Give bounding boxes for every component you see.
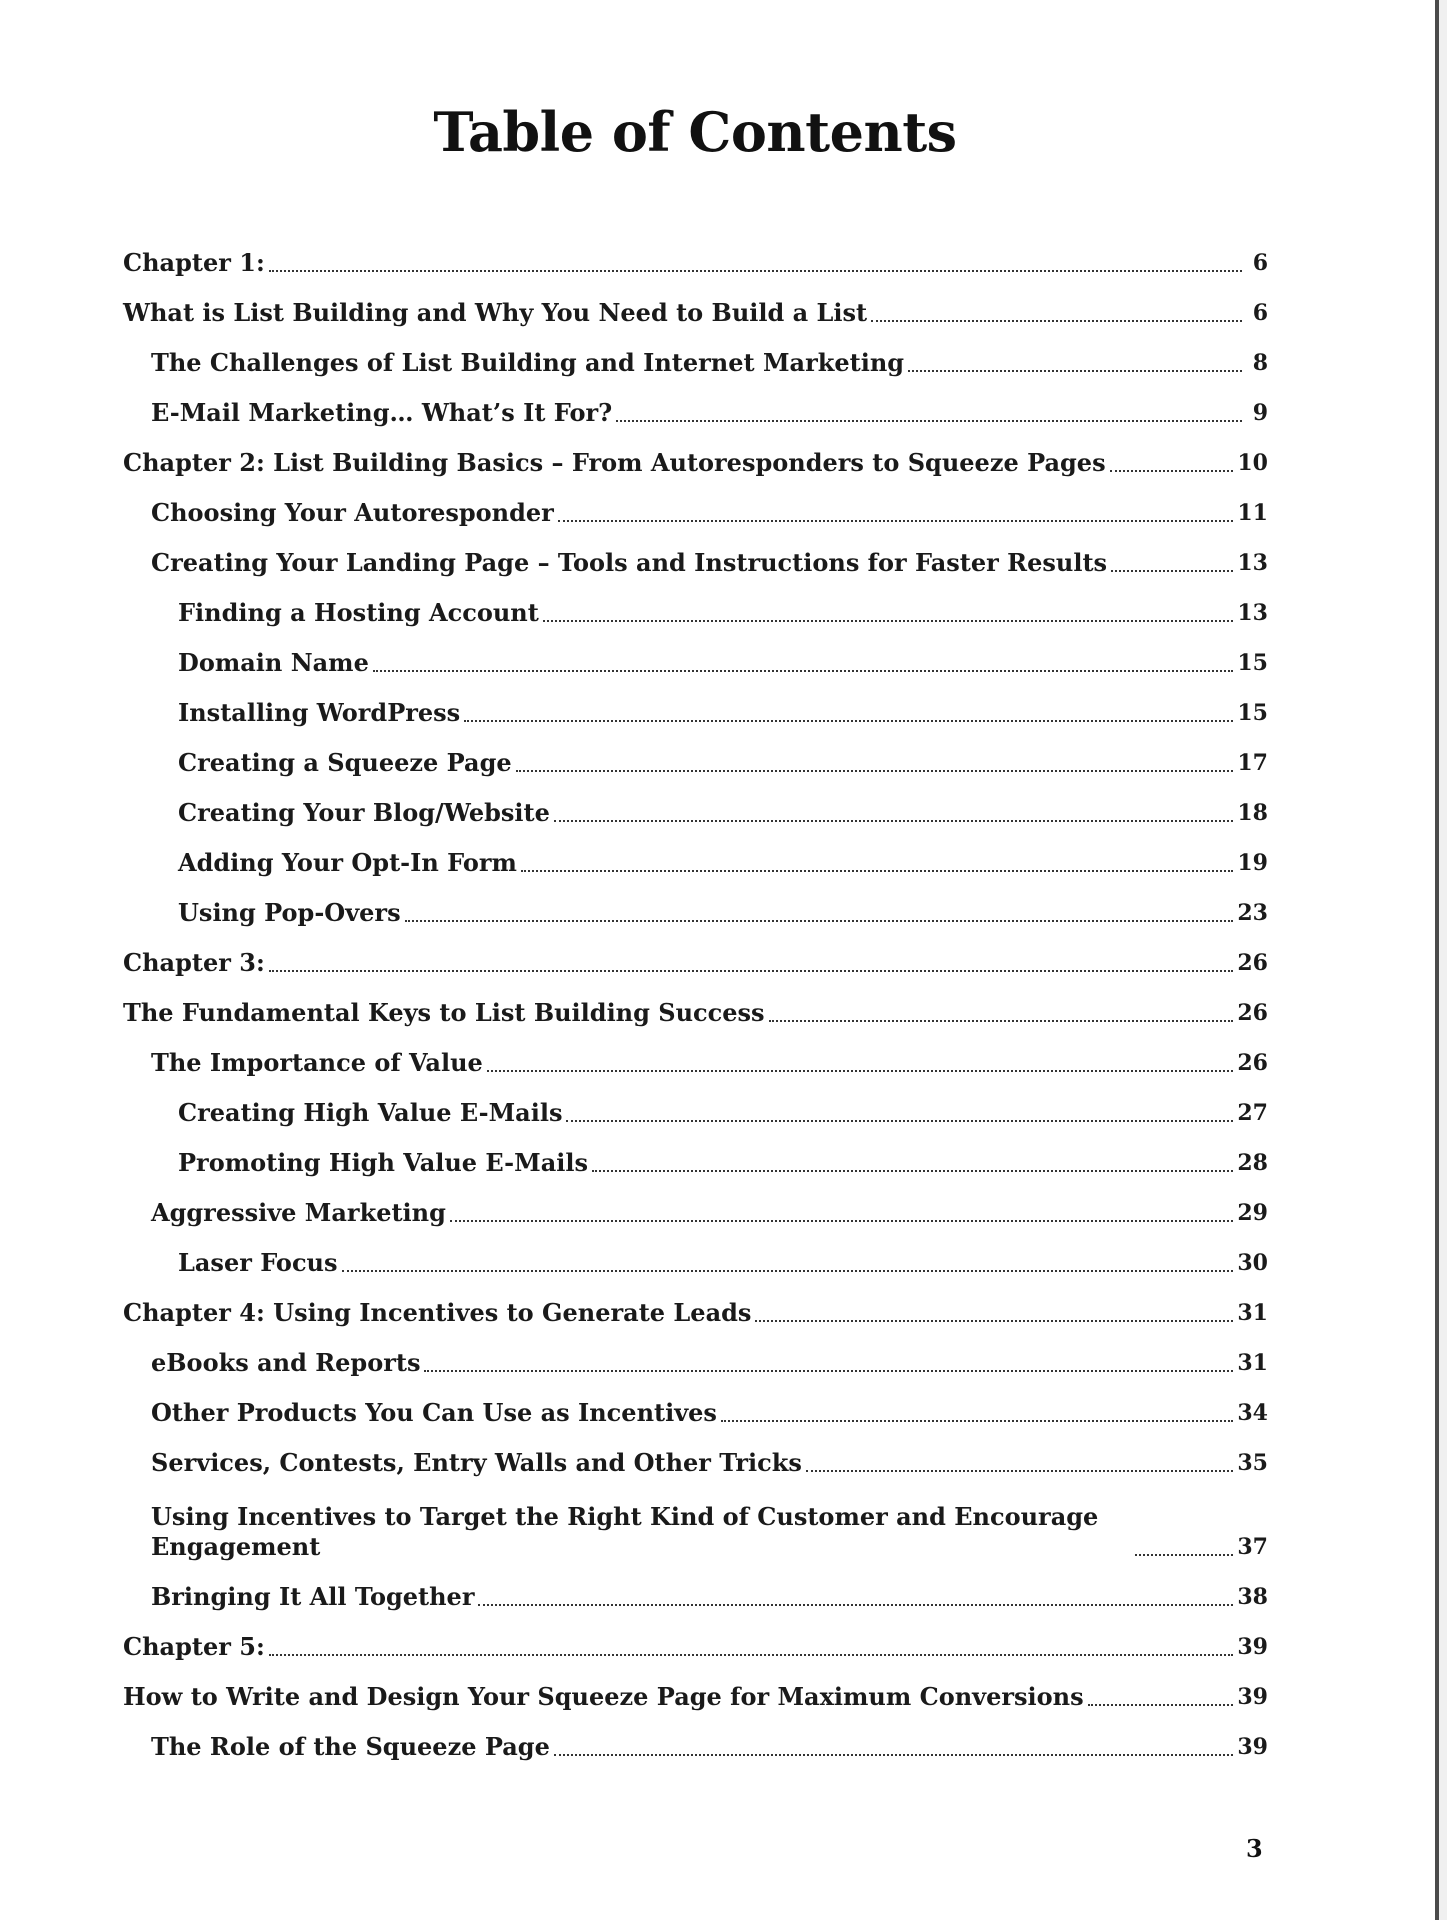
dot-leader xyxy=(464,720,1233,722)
dot-leader xyxy=(554,1754,1234,1756)
toc-entry[interactable] xyxy=(123,1382,1268,1432)
toc-entry[interactable] xyxy=(123,1232,1268,1282)
toc-page-number: 11 xyxy=(1237,500,1268,526)
toc-page-number: 39 xyxy=(1237,1634,1268,1660)
toc-entry-text: Chapter 3: xyxy=(123,948,265,977)
toc-page-number: 38 xyxy=(1237,1584,1268,1610)
dot-leader xyxy=(908,370,1242,372)
toc-entry-text: Installing WordPress xyxy=(178,698,461,727)
toc-entry[interactable] xyxy=(123,782,1268,832)
dot-leader xyxy=(269,1654,1234,1656)
toc-page-number: 10 xyxy=(1237,450,1268,476)
toc-page-number: 23 xyxy=(1237,900,1268,926)
toc-entry[interactable] xyxy=(123,532,1268,582)
page-number: 3 xyxy=(1246,1834,1263,1863)
page-edge xyxy=(1435,0,1439,1920)
toc-entry-text: How to Write and Design Your Squeeze Page for Maximum Conversions xyxy=(123,1682,1084,1711)
dot-leader xyxy=(1110,470,1234,472)
toc-entry-text: eBooks and Reports xyxy=(151,1348,421,1377)
dot-leader xyxy=(871,320,1242,322)
dot-leader xyxy=(269,270,1242,272)
toc-entry[interactable] xyxy=(123,832,1268,882)
toc-entry-text: Using Pop-Overs xyxy=(178,898,401,927)
dot-leader xyxy=(616,420,1242,422)
toc-entry-text: Other Products You Can Use as Incentives xyxy=(151,1398,717,1427)
toc-entry-text: Services, Contests, Entry Walls and Other Tricks xyxy=(151,1448,802,1477)
toc-page-number: 8 xyxy=(1252,350,1268,376)
toc-page-number: 37 xyxy=(1237,1534,1268,1560)
toc-page-number: 17 xyxy=(1237,750,1268,776)
toc-list xyxy=(123,232,1268,1766)
toc-entry[interactable] xyxy=(123,1566,1268,1616)
toc-page-number: 31 xyxy=(1237,1350,1268,1376)
toc-entry[interactable] xyxy=(123,432,1268,482)
dot-leader xyxy=(1135,1554,1233,1556)
toc-entry-text: Adding Your Opt-In Form xyxy=(178,848,517,877)
toc-entry[interactable] xyxy=(123,1332,1268,1382)
dot-leader xyxy=(450,1220,1233,1222)
dot-leader xyxy=(1088,1704,1234,1706)
toc-entry-text: Finding a Hosting Account xyxy=(178,598,539,627)
toc-page-number: 39 xyxy=(1237,1684,1268,1710)
toc-entry-text: Choosing Your Autoresponder xyxy=(151,498,554,527)
dot-leader xyxy=(769,1020,1234,1022)
toc-entry-text: Chapter 4: Using Incentives to Generate Leads xyxy=(123,1298,752,1327)
toc-entry[interactable] xyxy=(123,1082,1268,1132)
toc-entry-text: The Challenges of List Building and Internet Marketing xyxy=(151,348,905,377)
dot-leader xyxy=(342,1270,1234,1272)
toc-entry[interactable] xyxy=(123,1716,1268,1766)
toc-entry[interactable] xyxy=(123,1032,1268,1082)
page-title: Table of Contents xyxy=(433,100,957,164)
toc-entry-text: Laser Focus xyxy=(178,1248,338,1277)
dot-leader xyxy=(721,1420,1233,1422)
dot-leader xyxy=(373,670,1234,672)
toc-entry[interactable] xyxy=(123,332,1268,382)
dot-leader xyxy=(516,770,1234,772)
dot-leader xyxy=(566,1120,1233,1122)
toc-entry[interactable] xyxy=(123,232,1268,282)
page-edge-shadow xyxy=(1439,0,1447,1920)
toc-page-number: 26 xyxy=(1237,1050,1268,1076)
dot-leader xyxy=(554,820,1234,822)
toc-page-number: 29 xyxy=(1237,1200,1268,1226)
toc-entry[interactable] xyxy=(123,482,1268,532)
toc-entry[interactable] xyxy=(123,932,1268,982)
toc-entry-text: Using Incentives to Target the Right Kind of Customer and Encourage Engagement xyxy=(151,1502,1099,1561)
toc-entry-text: Creating a Squeeze Page xyxy=(178,748,512,777)
toc-entry-text: The Importance of Value xyxy=(151,1048,483,1077)
toc-entry-text: Creating Your Landing Page – Tools and Instructions for Faster Results xyxy=(151,548,1108,577)
toc-page-number: 27 xyxy=(1237,1100,1268,1126)
dot-leader xyxy=(424,1370,1233,1372)
toc-page-number: 26 xyxy=(1237,950,1268,976)
toc-entry-text: Domain Name xyxy=(178,648,369,677)
toc-entry[interactable] xyxy=(123,632,1268,682)
toc-page-number: 30 xyxy=(1237,1250,1268,1276)
toc-page-number: 34 xyxy=(1237,1400,1268,1426)
toc-entry-text: Aggressive Marketing xyxy=(151,1198,446,1227)
dot-leader xyxy=(487,1070,1234,1072)
dot-leader xyxy=(521,870,1233,872)
toc-entry-text: Promoting High Value E-Mails xyxy=(178,1148,588,1177)
toc-page-number: 9 xyxy=(1252,400,1268,426)
toc-page-number: 39 xyxy=(1237,1734,1268,1760)
toc-entry-text: Creating Your Blog/Website xyxy=(178,798,550,827)
toc-entry[interactable] xyxy=(123,882,1268,932)
toc-page-number: 19 xyxy=(1237,850,1268,876)
toc-page-number: 26 xyxy=(1237,1000,1268,1026)
toc-page-number: 31 xyxy=(1237,1300,1268,1326)
toc-entry[interactable] xyxy=(123,282,1268,332)
toc-page-number: 6 xyxy=(1252,250,1268,276)
dot-leader xyxy=(543,620,1234,622)
toc-entry[interactable] xyxy=(123,1132,1268,1182)
toc-entry[interactable] xyxy=(123,1666,1268,1716)
dot-leader xyxy=(1111,570,1233,572)
dot-leader xyxy=(806,1470,1233,1472)
toc-page-number: 13 xyxy=(1237,550,1268,576)
toc-entry[interactable] xyxy=(123,1616,1268,1666)
toc-entry[interactable] xyxy=(123,382,1268,432)
dot-leader xyxy=(558,520,1234,522)
toc-entry[interactable] xyxy=(123,1282,1268,1332)
dot-leader xyxy=(592,1170,1233,1172)
dot-leader xyxy=(755,1320,1233,1322)
toc-entry-text: Chapter 1: xyxy=(123,248,265,277)
toc-entry-text: Chapter 5: xyxy=(123,1632,265,1661)
toc-entry[interactable] xyxy=(123,1482,1268,1566)
toc-page-number: 28 xyxy=(1237,1150,1268,1176)
toc-page-number: 15 xyxy=(1237,650,1268,676)
toc-entry[interactable] xyxy=(123,682,1268,732)
toc-entry-text: Bringing It All Together xyxy=(151,1582,475,1611)
toc-page-number: 13 xyxy=(1237,600,1268,626)
toc-entry-text: The Role of the Squeeze Page xyxy=(151,1732,550,1761)
toc-page-number: 6 xyxy=(1252,300,1268,326)
toc-entry[interactable] xyxy=(123,982,1268,1032)
toc-entry[interactable] xyxy=(123,1182,1268,1232)
toc-entry-text: Chapter 2: List Building Basics – From Autoresponders to Squeeze Pages xyxy=(123,448,1106,477)
toc-entry[interactable] xyxy=(123,582,1268,632)
dot-leader xyxy=(405,920,1234,922)
toc-page-number: 35 xyxy=(1237,1450,1268,1476)
toc-entry-text: E-Mail Marketing… What’s It For? xyxy=(151,398,613,427)
dot-leader xyxy=(478,1604,1233,1606)
toc-page-number: 18 xyxy=(1237,800,1268,826)
toc-page-number: 15 xyxy=(1237,700,1268,726)
dot-leader xyxy=(269,970,1234,972)
toc-entry[interactable] xyxy=(123,1432,1268,1482)
toc-entry-text: The Fundamental Keys to List Building Success xyxy=(123,998,765,1027)
toc-entry-text: Creating High Value E-Mails xyxy=(178,1098,563,1127)
toc-entry[interactable] xyxy=(123,732,1268,782)
toc-entry-text: What is List Building and Why You Need to Build a List xyxy=(123,298,868,327)
